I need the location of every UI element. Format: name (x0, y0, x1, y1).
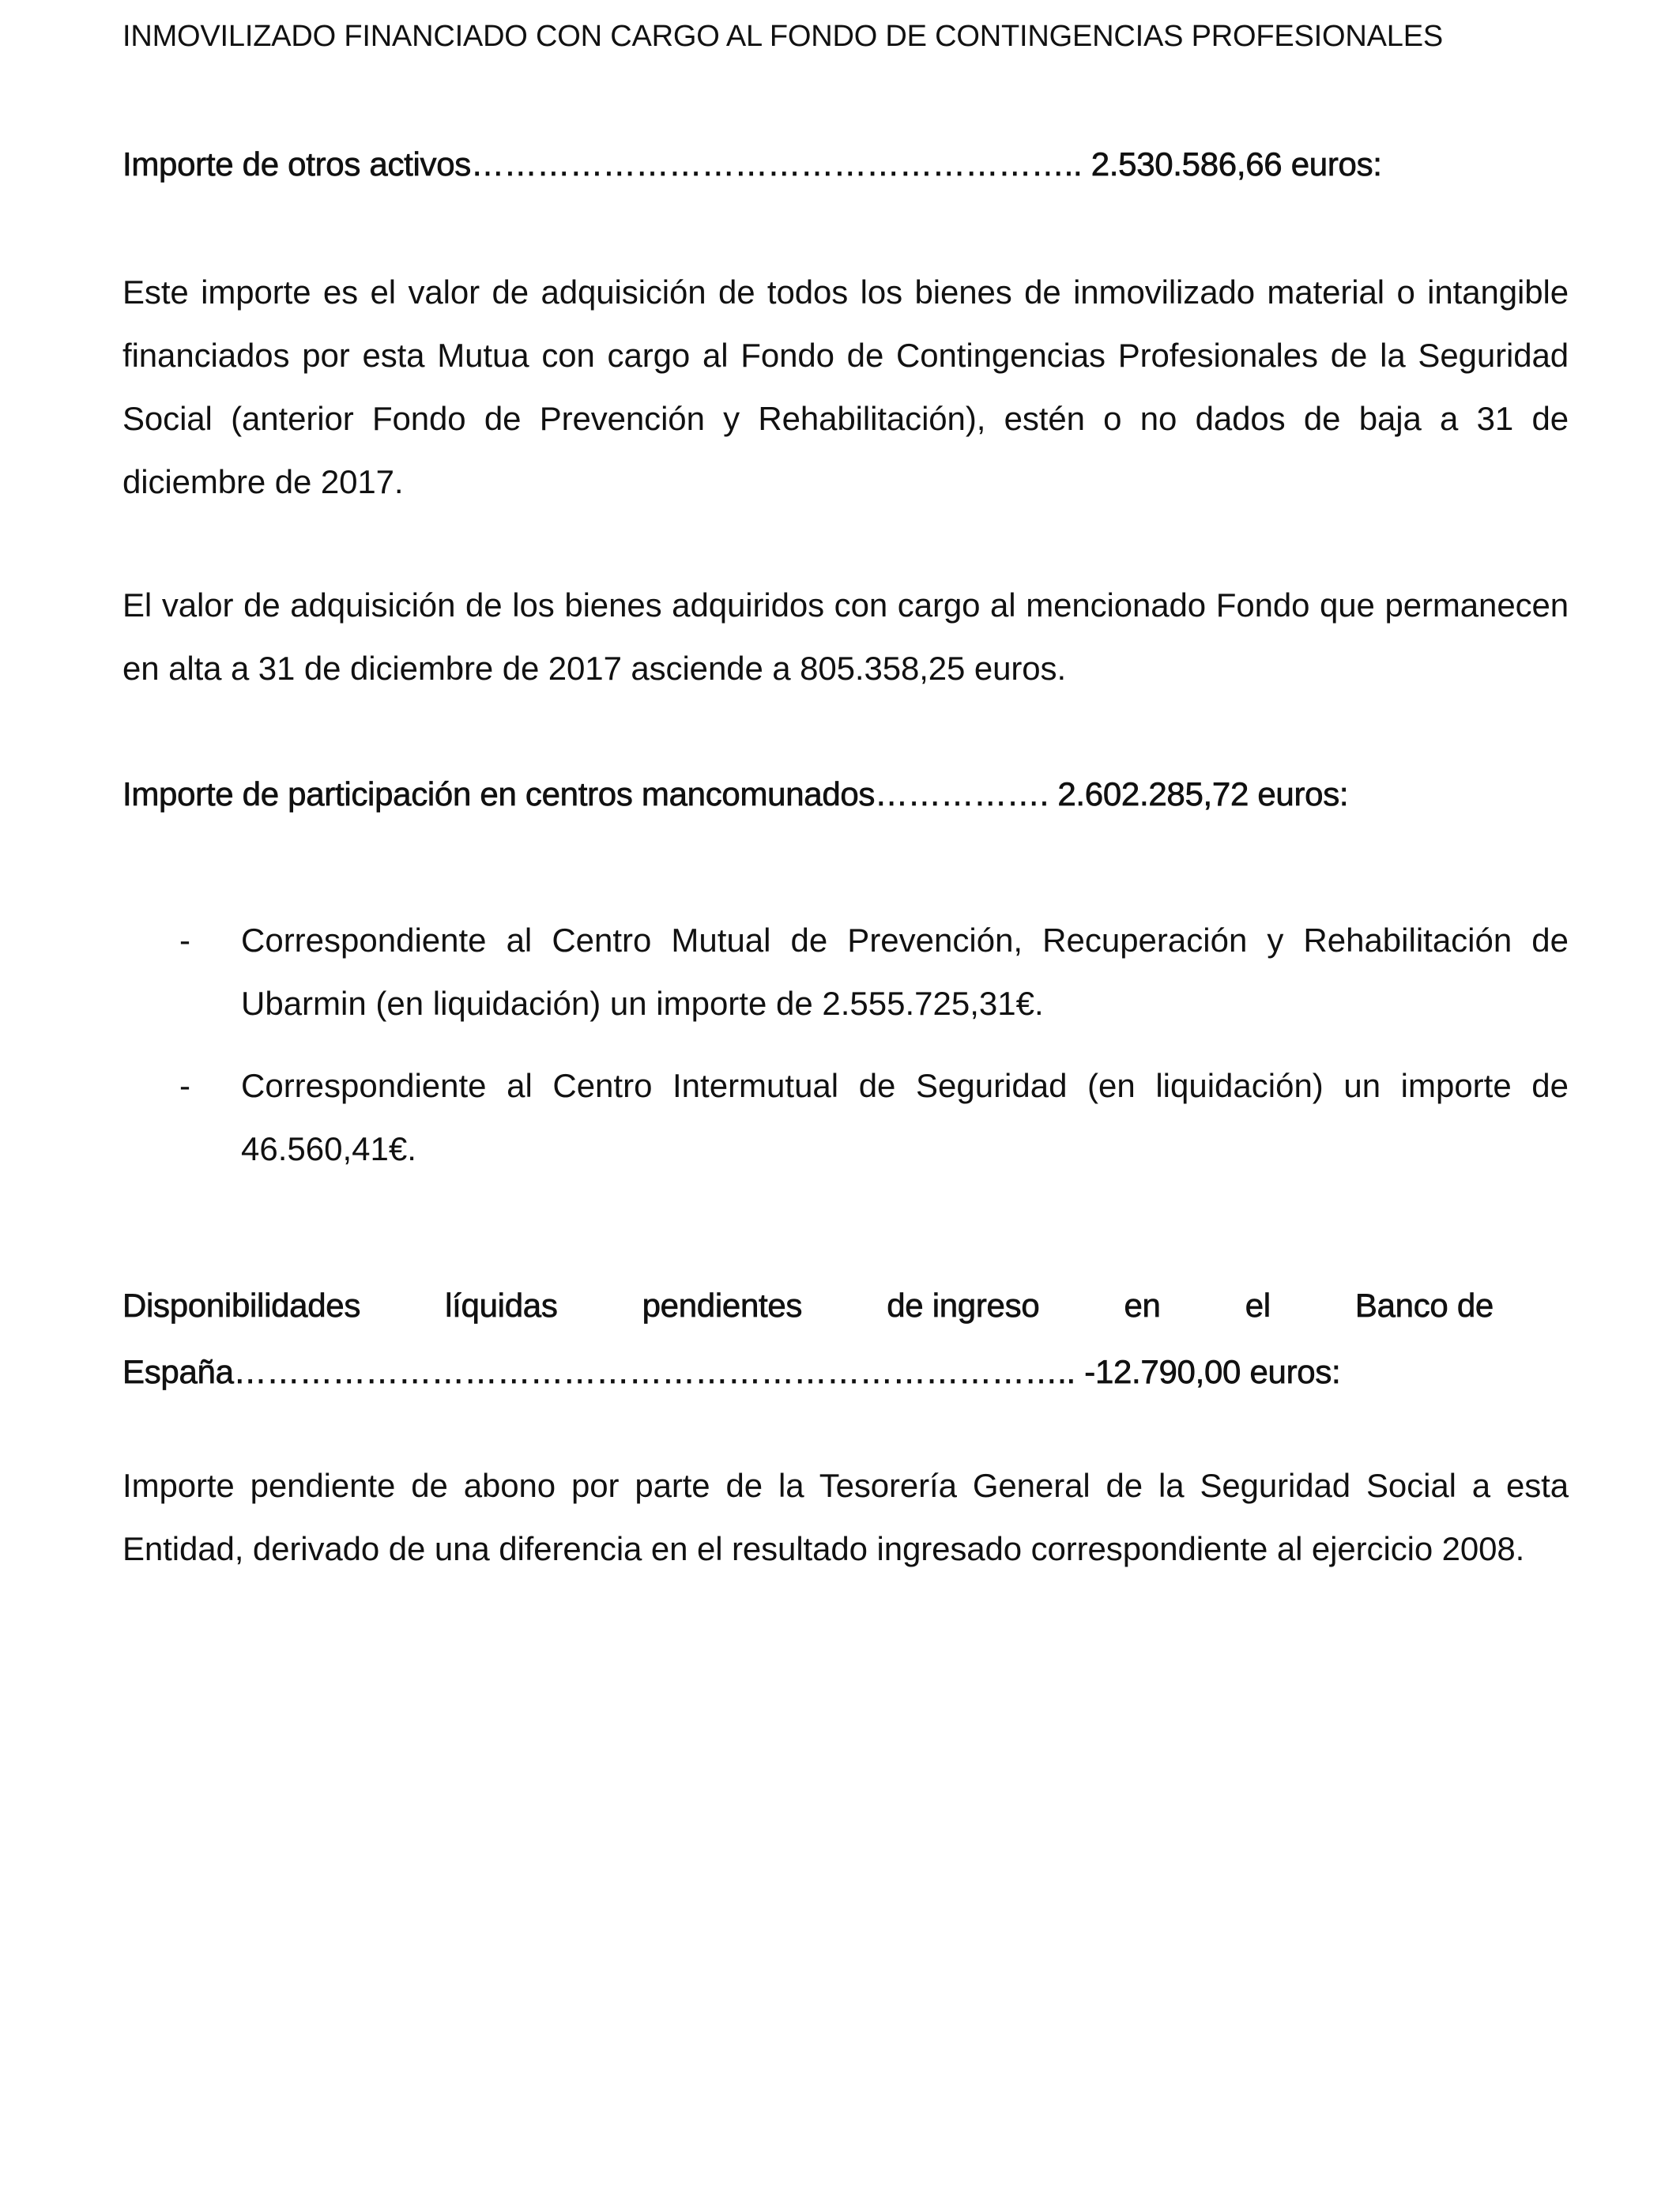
list-item-text: Correspondiente al Centro Mutual de Prevención, Recuperación y Rehabilitación de Ubarmin (en liquidación) un importe de 2.555.725,31€. (241, 922, 1569, 1022)
disponibilidades-paragraph: Importe pendiente de abono por parte de la Tesorería General de la Seguridad Social a esta Entidad, derivado de una diferencia en el resultado ingresado correspondiente al ejercicio 2008. (122, 1467, 1569, 1567)
otros-activos-paragraph-1: Este importe es el valor de adquisición de todos los bienes de inmovilizado material o intangible financiados por esta Mutua con cargo al Fondo de Contingencias Profesionales de la Seguridad Social (anterior Fondo de Prevención y Rehabilitación), estén o no dados de baja a 31 de diciembre de 2017. (122, 273, 1569, 500)
participacion-list (122, 909, 1569, 1200)
disponibilidades-heading (122, 1272, 1569, 1405)
list-item (122, 1054, 1569, 1181)
heading-word: líquidas (445, 1287, 558, 1324)
list-bullet: - (179, 922, 190, 959)
participacion-heading: Importe de participación en centros mancomunados……………. 2.602.285,72 euros: (122, 775, 1349, 812)
otros-activos-paragraph-2: El valor de adquisición de los bienes adquiridos con cargo al mencionado Fondo que permanecen en alta a 31 de diciembre de 2017 asciende a 805.358,25 euros. (122, 586, 1569, 687)
heading-word: de ingreso (887, 1287, 1040, 1324)
heading-word: el (1245, 1287, 1271, 1324)
heading-word: pendientes (642, 1287, 803, 1324)
heading-word: Disponibilidades (122, 1287, 361, 1324)
heading-word: en (1124, 1287, 1161, 1324)
document-title: INMOVILIZADO FINANCIADO CON CARGO AL FONDO DE CONTINGENCIAS PROFESIONALES (122, 20, 1444, 53)
disponibilidades-heading-line-2: España………………………………………………………………….. -12.790,00 euros: (122, 1353, 1341, 1390)
disponibilidades-heading-line-1 (122, 1272, 1494, 1339)
heading-word: Banco de (1354, 1287, 1494, 1324)
list-bullet: - (179, 1067, 190, 1104)
list-item-text: Correspondiente al Centro Intermutual de Seguridad (en liquidación) un importe de 46.560,41€. (241, 1067, 1569, 1167)
otros-activos-heading: Importe de otros activos……………………………………………….. 2.530.586,66 euros: (122, 145, 1382, 183)
list-item (122, 909, 1569, 1035)
